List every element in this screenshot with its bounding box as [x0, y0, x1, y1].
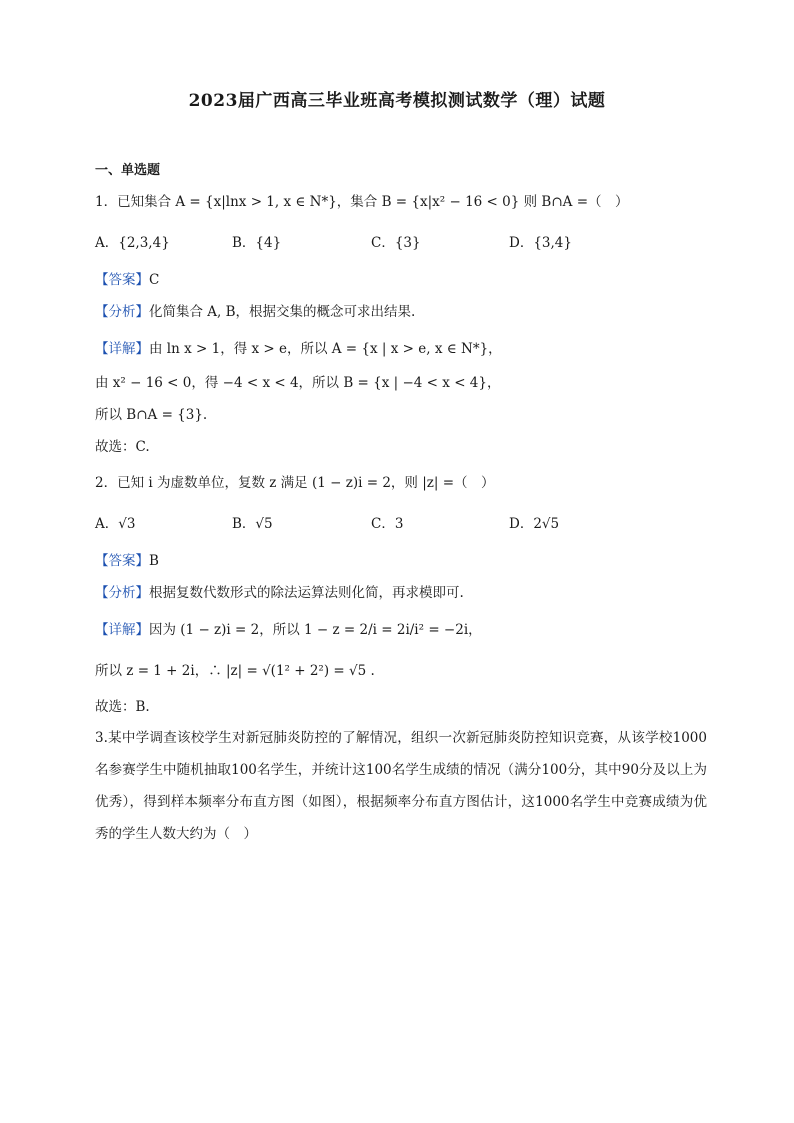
answer-tag: 【答案】 — [95, 553, 149, 569]
q1-detail-1 — [95, 339, 502, 359]
q2-option-a: A．√3 — [95, 516, 136, 532]
analysis-text: 根据复数代数形式的除法运算法则化简，再求模即可. — [149, 585, 464, 601]
q1-detail-3: 所以 B∩A = {3}. — [95, 407, 208, 423]
answer-tag: 【答案】 — [95, 272, 149, 288]
q1-option-b: B．{4} — [232, 235, 282, 251]
answer-value: B — [149, 553, 159, 569]
detail-text: 因为 (1 − z)i = 2，所以 1 − z = 2/i = 2i/i² = −2i， — [149, 622, 482, 638]
q2-conclusion: 故选：B. — [95, 699, 150, 715]
q2-detail-1 — [95, 620, 482, 640]
document-title: 2023届广西高三毕业班高考模拟测试数学（理）试题 — [188, 91, 606, 111]
q2-stem: 2．已知 i 为虚数单位，复数 z 满足 (1 − z)i = 2，则 |z| =（ ） — [95, 475, 495, 491]
q2-option-b: B．√5 — [232, 516, 273, 532]
answer-value: C — [149, 272, 160, 288]
q1-detail-2: 由 x² − 16 < 0，得 −4 < x < 4，所以 B = {x | −4 < x < 4}， — [95, 375, 501, 391]
q1-analysis — [95, 302, 415, 322]
analysis-tag: 【分析】 — [95, 585, 149, 601]
analysis-tag: 【分析】 — [95, 304, 149, 320]
detail-text: 由 ln x > 1，得 x > e，所以 A = {x | x > e, x ∈ N*}， — [149, 341, 502, 357]
detail-tag: 【详解】 — [95, 341, 149, 357]
q2-analysis — [95, 583, 464, 603]
q2-option-c: C．3 — [371, 516, 404, 532]
q1-conclusion: 故选：C. — [95, 439, 150, 455]
q1-option-d: D．{3,4} — [509, 235, 572, 251]
q1-answer — [95, 270, 159, 290]
q1-option-c: C．{3} — [371, 235, 421, 251]
detail-tag: 【详解】 — [95, 622, 149, 638]
q2-detail-2: 所以 z = 1 + 2i，∴ |z| = √(1² + 2²) = √5 . — [95, 663, 375, 679]
section-heading: 一、单选题 — [95, 163, 161, 178]
q2-option-d: D．2√5 — [509, 516, 560, 532]
q1-option-a: A．{2,3,4} — [95, 235, 170, 251]
q2-answer — [95, 551, 159, 571]
q3-stem: 3.某中学调查该校学生对新冠肺炎防控的了解情况，组织一次新冠肺炎防控知识竞赛，从该学校1000名参赛学生中随机抽取100名学生，并统计这100名学生成绩的情况（满分100分，其中90分及以上为优秀），得到样本频率分布直方图（如图），根据频率分布直方图估计，这1000名学生中竞赛成绩为优秀的学生人数大约为（ ） — [95, 730, 707, 842]
q1-stem: 1．已知集合 A = {x|lnx > 1, x ∈ N*}，集合 B = {x|x² − 16 < 0} 则 B∩A =（ ） — [95, 194, 629, 210]
analysis-text: 化简集合 A, B，根据交集的概念可求出结果. — [149, 304, 416, 320]
